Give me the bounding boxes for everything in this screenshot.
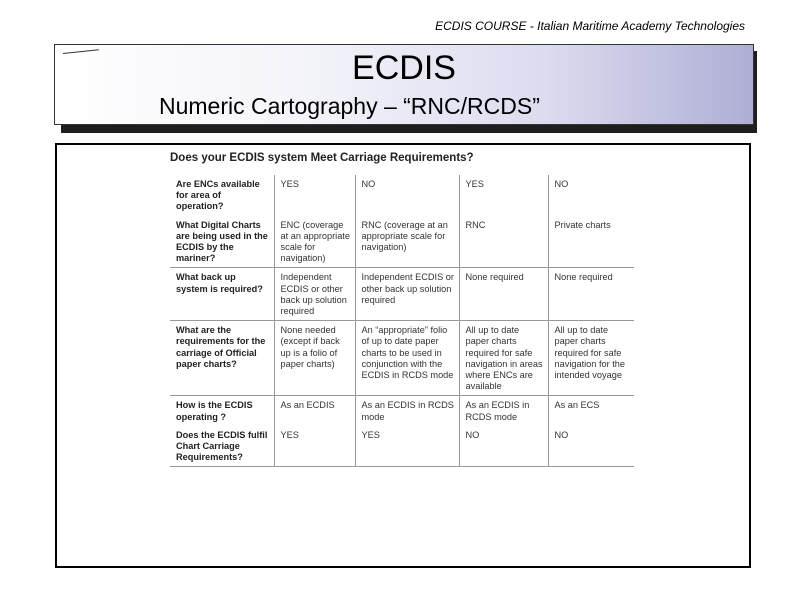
- table-cell: Independent ECDIS or other back up solution required: [274, 268, 355, 321]
- title-box: [54, 44, 754, 125]
- table-cell: YES: [355, 426, 459, 467]
- table-cell: RNC: [459, 216, 548, 268]
- table-row: [170, 321, 634, 396]
- course-header: ECDIS COURSE - Italian Maritime Academy Technologies: [435, 19, 745, 33]
- table-cell: YES: [274, 426, 355, 467]
- table-cell: All up to date paper charts required for safe navigation in areas where ENCs are available: [459, 321, 548, 396]
- table-cell: YES: [459, 175, 548, 216]
- table-cell: An “appropriate” folio of up to date paper charts to be used in conjunction with the ECDIS in RCDS mode: [355, 321, 459, 396]
- row-question: How is the ECDIS operating ?: [176, 400, 253, 422]
- table-cell: NO: [548, 426, 634, 467]
- table-cell: NO: [548, 175, 634, 216]
- table-cell: As an ECDIS in RCDS mode: [355, 396, 459, 426]
- table-row: [170, 396, 634, 426]
- slide-subtitle: Numeric Cartography – “RNC/RCDS”: [159, 93, 540, 119]
- table-row: [170, 426, 634, 467]
- table-cell: YES: [274, 175, 355, 216]
- table-cell: As an ECDIS: [274, 396, 355, 426]
- table-cell: NO: [459, 426, 548, 467]
- slide-title: ECDIS: [352, 49, 456, 87]
- table-cell: None required: [459, 268, 548, 321]
- table-title: Does your ECDIS system Meet Carriage Requirements?: [170, 152, 474, 164]
- row-question: Does the ECDIS fulfil Chart Carriage Requirements?: [170, 426, 274, 467]
- table-cell: As an ECDIS in RCDS mode: [459, 396, 548, 426]
- table-row: [170, 268, 634, 321]
- row-question: Are ENCs available for area of operation?: [176, 179, 260, 212]
- table-cell: All up to date paper charts required for safe navigation for the intended voyage: [548, 321, 634, 396]
- row-question: What Digital Charts are being used in the ECDIS by the mariner?: [170, 216, 274, 268]
- table-cell: None required: [548, 268, 634, 321]
- table-cell: RNC (coverage at an appropriate scale for navigation): [355, 216, 459, 268]
- table-cell: Private charts: [548, 216, 634, 268]
- carriage-requirements-table: [170, 175, 634, 467]
- row-question: What are the requirements for the carriage of Official paper charts?: [170, 321, 274, 396]
- table-cell: As an ECS: [548, 396, 634, 426]
- table-cell: None needed (except if back up is a folio of paper charts): [274, 321, 355, 396]
- row-question: What back up system is required?: [170, 268, 274, 321]
- table-cell: ENC (coverage at an appropriate scale for navigation): [274, 216, 355, 268]
- table-row: [170, 216, 634, 268]
- table-cell: NO: [355, 175, 459, 216]
- table-cell: Independent ECDIS or other back up solution required: [355, 268, 459, 321]
- table-row: [170, 175, 634, 216]
